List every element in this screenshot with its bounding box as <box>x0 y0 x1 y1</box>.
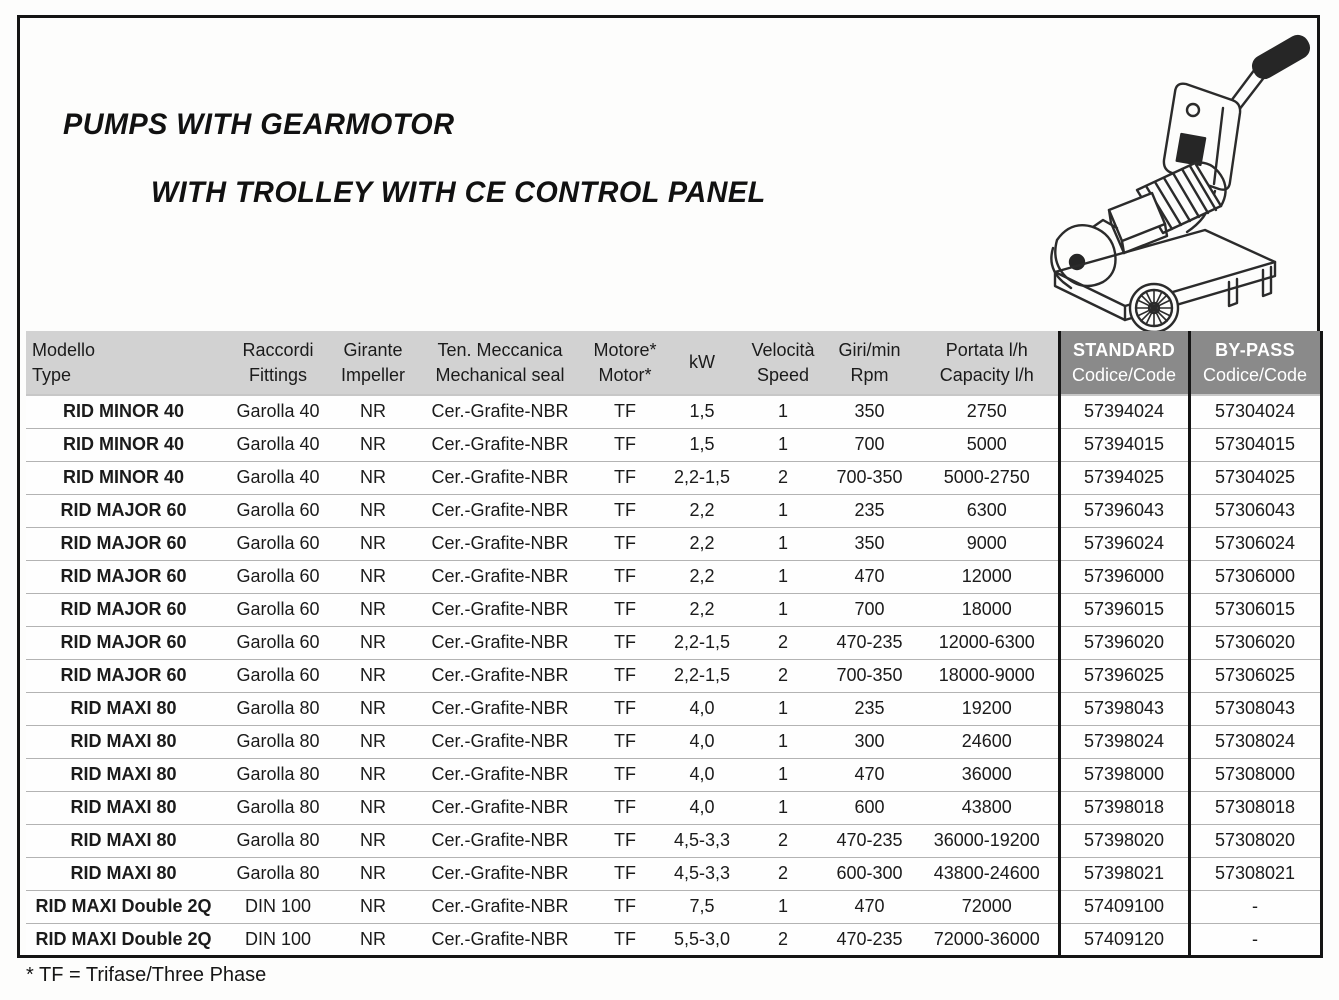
cell-capacity: 72000-36000 <box>933 928 1040 949</box>
cell-motor: TF <box>614 467 636 487</box>
cell-capacity: 19200 <box>961 698 1012 718</box>
cell-capacity: 5000-2750 <box>943 467 1030 487</box>
cell-bypass-code: 57306000 <box>1189 560 1321 593</box>
cell-capacity: 5000 <box>966 434 1007 454</box>
cell-capacity: 6300 <box>966 500 1007 520</box>
cell-fittings: Garolla 60 <box>236 632 320 652</box>
table-row <box>26 494 1321 527</box>
trolley-leg <box>1263 267 1271 296</box>
cell-mechanical-seal: Cer.-Grafite-NBR <box>431 632 569 652</box>
cell-rpm: 235 <box>854 500 885 520</box>
cell-motor: TF <box>614 863 636 883</box>
cell-rpm: 470-235 <box>836 830 903 850</box>
cell-impeller: NR <box>360 797 386 817</box>
cell-fittings: Garolla 80 <box>236 764 320 784</box>
cell-kw: 2,2-1,5 <box>673 467 731 487</box>
cell-bypass-code: 57308020 <box>1189 824 1321 857</box>
table-row <box>26 560 1321 593</box>
cell-bypass-code: 57306020 <box>1189 626 1321 659</box>
cell-bypass-code: 57304024 <box>1189 395 1321 428</box>
cell-speed: 2 <box>777 467 788 487</box>
cell-standard-code: 57398020 <box>1059 824 1189 857</box>
cell-capacity: 9000 <box>966 533 1007 553</box>
cell-standard-code: 57398043 <box>1059 692 1189 725</box>
cell-kw: 2,2-1,5 <box>673 632 731 652</box>
cell-fittings: Garolla 80 <box>236 830 320 850</box>
cell-bypass-code: 57308043 <box>1189 692 1321 725</box>
cell-motor: TF <box>614 434 636 454</box>
column-header-mechanical-seal: Ten. Meccanica Mechanical seal <box>411 331 589 395</box>
column-header-impeller: Girante Impeller <box>335 331 411 395</box>
cell-bypass-code: 57304015 <box>1189 428 1321 461</box>
cell-kw: 4,5-3,3 <box>673 830 731 850</box>
pump-head <box>1051 220 1117 288</box>
table-row <box>26 428 1321 461</box>
cell-bypass-code: 57308018 <box>1189 791 1321 824</box>
cell-speed: 1 <box>777 731 788 751</box>
cell-impeller: NR <box>360 731 386 751</box>
cell-kw: 7,5 <box>689 896 715 916</box>
cell-fittings: Garolla 80 <box>236 797 320 817</box>
cell-model: RID MINOR 40 <box>62 467 185 487</box>
cell-bypass-code: 57306043 <box>1189 494 1321 527</box>
cell-fittings: Garolla 60 <box>236 665 320 685</box>
cell-kw: 2,2 <box>689 500 715 520</box>
cell-mechanical-seal: Cer.-Grafite-NBR <box>431 896 569 916</box>
column-header-speed: Velocità Speed <box>743 331 823 395</box>
page-title: PUMPS WITH GEARMOTOR <box>63 108 455 141</box>
panel-button <box>1187 104 1199 116</box>
cell-standard-code: 57396024 <box>1059 527 1189 560</box>
cell-fittings: Garolla 40 <box>236 434 320 454</box>
cell-speed: 1 <box>777 896 788 916</box>
cell-speed: 2 <box>777 863 788 883</box>
cell-impeller: NR <box>360 533 386 553</box>
cell-rpm: 600 <box>854 797 885 817</box>
cell-model: RID MAJOR 60 <box>60 500 187 520</box>
cell-model: RID MAJOR 60 <box>60 533 187 553</box>
cell-mechanical-seal: Cer.-Grafite-NBR <box>431 401 569 422</box>
cell-capacity: 24600 <box>961 731 1012 751</box>
cell-model: RID MAXI 80 <box>70 863 177 883</box>
cell-rpm: 470 <box>854 566 885 586</box>
cell-kw: 2,2 <box>689 566 715 586</box>
cell-impeller: NR <box>360 599 386 619</box>
cell-model: RID MAXI 80 <box>70 731 177 751</box>
cell-speed: 1 <box>777 500 788 520</box>
cell-capacity: 43800 <box>961 797 1012 817</box>
cell-capacity: 12000-6300 <box>938 632 1035 652</box>
table-row <box>26 725 1321 758</box>
table-header-row <box>26 331 1321 395</box>
cell-model: RID MINOR 40 <box>62 434 185 454</box>
cell-rpm: 235 <box>854 698 885 718</box>
cell-mechanical-seal: Cer.-Grafite-NBR <box>431 797 569 817</box>
table-row <box>26 692 1321 725</box>
cell-model: RID MAXI Double 2Q <box>35 896 212 916</box>
cell-mechanical-seal: Cer.-Grafite-NBR <box>431 500 569 520</box>
cell-model: RID MAJOR 60 <box>60 632 187 652</box>
cell-standard-code: 57398021 <box>1059 857 1189 890</box>
cell-fittings: Garolla 60 <box>236 500 320 520</box>
table-row <box>26 758 1321 791</box>
cell-standard-code: 57398018 <box>1059 791 1189 824</box>
cell-standard-code: 57396015 <box>1059 593 1189 626</box>
cell-motor: TF <box>614 928 636 949</box>
cell-bypass-code: 57308000 <box>1189 758 1321 791</box>
cell-fittings: Garolla 80 <box>236 863 320 883</box>
cell-speed: 1 <box>777 434 788 454</box>
cell-speed: 1 <box>777 797 788 817</box>
cell-model: RID MAJOR 60 <box>60 665 187 685</box>
cell-fittings: DIN 100 <box>244 896 312 916</box>
table-row <box>26 659 1321 692</box>
table-row <box>26 461 1321 494</box>
cell-impeller: NR <box>360 863 386 883</box>
cell-impeller: NR <box>360 566 386 586</box>
cell-bypass-code: 57306015 <box>1189 593 1321 626</box>
cell-impeller: NR <box>360 401 386 422</box>
cell-fittings: Garolla 60 <box>236 599 320 619</box>
handle-grip <box>1250 32 1313 81</box>
cell-kw: 4,0 <box>689 698 715 718</box>
cell-speed: 1 <box>777 533 788 553</box>
cell-mechanical-seal: Cer.-Grafite-NBR <box>431 467 569 487</box>
cell-motor: TF <box>614 533 636 553</box>
table-row <box>26 527 1321 560</box>
cell-speed: 1 <box>777 764 788 784</box>
cell-motor: TF <box>614 797 636 817</box>
cell-mechanical-seal: Cer.-Grafite-NBR <box>431 764 569 784</box>
cell-bypass-code: 57306025 <box>1189 659 1321 692</box>
page-subtitle: WITH TROLLEY WITH CE CONTROL PANEL <box>151 176 766 209</box>
cell-impeller: NR <box>360 896 386 916</box>
cell-impeller: NR <box>360 830 386 850</box>
column-header-model: Modello Type <box>26 331 221 395</box>
column-header-fittings: Raccordi Fittings <box>221 331 335 395</box>
cell-model: RID MAXI Double 2Q <box>35 928 212 949</box>
cell-capacity: 36000-19200 <box>933 830 1040 850</box>
trolley-leg <box>1229 279 1237 306</box>
cell-standard-code: 57398000 <box>1059 758 1189 791</box>
table-row <box>26 395 1321 428</box>
cell-model: RID MINOR 40 <box>62 401 185 422</box>
table-row <box>26 857 1321 890</box>
cell-rpm: 350 <box>854 401 885 422</box>
column-header-kw: kW <box>661 331 743 395</box>
cell-motor: TF <box>614 566 636 586</box>
column-header-bypass-code: BY-PASS Codice/Code <box>1189 331 1321 395</box>
cell-motor: TF <box>614 764 636 784</box>
cell-standard-code: 57394025 <box>1059 461 1189 494</box>
cell-model: RID MAXI 80 <box>70 830 177 850</box>
cell-mechanical-seal: Cer.-Grafite-NBR <box>431 566 569 586</box>
cell-impeller: NR <box>360 434 386 454</box>
cell-motor: TF <box>614 698 636 718</box>
cell-motor: TF <box>614 665 636 685</box>
table-row <box>26 824 1321 857</box>
trolley-wheel <box>1130 284 1178 332</box>
cell-mechanical-seal: Cer.-Grafite-NBR <box>431 928 569 949</box>
cell-mechanical-seal: Cer.-Grafite-NBR <box>431 533 569 553</box>
cell-speed: 1 <box>777 566 788 586</box>
cell-kw: 1,5 <box>689 401 715 422</box>
cell-fittings: Garolla 80 <box>236 731 320 751</box>
cell-rpm: 600-300 <box>836 863 903 883</box>
cell-motor: TF <box>614 896 636 916</box>
footnote: * TF = Trifase/Three Phase <box>26 964 267 986</box>
cell-bypass-code: 57308021 <box>1189 857 1321 890</box>
cell-impeller: NR <box>360 467 386 487</box>
cell-rpm: 470 <box>854 896 885 916</box>
cell-impeller: NR <box>360 500 386 520</box>
cell-capacity: 12000 <box>961 566 1012 586</box>
cell-kw: 4,5-3,3 <box>673 863 731 883</box>
cell-kw: 2,2 <box>689 533 715 553</box>
cell-bypass-code: 57306024 <box>1189 527 1321 560</box>
cell-speed: 1 <box>777 698 788 718</box>
cell-speed: 2 <box>777 665 788 685</box>
cell-fittings: Garolla 40 <box>236 467 320 487</box>
cell-capacity: 18000-9000 <box>938 665 1035 685</box>
cell-speed: 1 <box>777 599 788 619</box>
table-row <box>26 923 1321 956</box>
cell-kw: 5,5-3,0 <box>673 928 731 949</box>
cell-bypass-code: - <box>1189 923 1321 956</box>
cell-standard-code: 57396043 <box>1059 494 1189 527</box>
page-frame <box>17 15 1320 958</box>
cell-model: RID MAXI 80 <box>70 764 177 784</box>
cell-bypass-code: 57304025 <box>1189 461 1321 494</box>
cell-motor: TF <box>614 632 636 652</box>
cell-standard-code: 57398024 <box>1059 725 1189 758</box>
cell-kw: 4,0 <box>689 797 715 817</box>
cell-capacity: 72000 <box>961 896 1012 916</box>
cell-capacity: 2750 <box>966 401 1007 422</box>
cell-mechanical-seal: Cer.-Grafite-NBR <box>431 863 569 883</box>
pump-spec-table <box>26 331 1323 958</box>
cell-kw: 1,5 <box>689 434 715 454</box>
cell-rpm: 700 <box>854 434 885 454</box>
cell-fittings: DIN 100 <box>244 928 312 949</box>
cell-impeller: NR <box>360 928 386 949</box>
column-header-rpm: Giri/min Rpm <box>823 331 916 395</box>
table-row <box>26 593 1321 626</box>
cell-speed: 2 <box>777 928 788 949</box>
cell-rpm: 700-350 <box>836 665 903 685</box>
cell-impeller: NR <box>360 665 386 685</box>
cell-standard-code: 57394024 <box>1059 395 1189 428</box>
cell-model: RID MAJOR 60 <box>60 599 187 619</box>
cell-mechanical-seal: Cer.-Grafite-NBR <box>431 599 569 619</box>
spec-table-body <box>26 395 1321 956</box>
cell-mechanical-seal: Cer.-Grafite-NBR <box>431 830 569 850</box>
table-row <box>26 890 1321 923</box>
cell-mechanical-seal: Cer.-Grafite-NBR <box>431 434 569 454</box>
cell-motor: TF <box>614 500 636 520</box>
cell-rpm: 700 <box>854 599 885 619</box>
cell-standard-code: 57396025 <box>1059 659 1189 692</box>
cell-mechanical-seal: Cer.-Grafite-NBR <box>431 698 569 718</box>
cell-fittings: Garolla 60 <box>236 566 320 586</box>
cell-bypass-code: - <box>1189 890 1321 923</box>
cell-impeller: NR <box>360 764 386 784</box>
cell-rpm: 470 <box>854 764 885 784</box>
cell-standard-code: 57409100 <box>1059 890 1189 923</box>
cell-standard-code: 57396000 <box>1059 560 1189 593</box>
cell-motor: TF <box>614 599 636 619</box>
cell-kw: 2,2-1,5 <box>673 665 731 685</box>
cell-mechanical-seal: Cer.-Grafite-NBR <box>431 731 569 751</box>
cell-rpm: 470-235 <box>836 928 903 949</box>
cell-capacity: 18000 <box>961 599 1012 619</box>
cell-kw: 4,0 <box>689 731 715 751</box>
cell-speed: 2 <box>777 632 788 652</box>
cell-standard-code: 57394015 <box>1059 428 1189 461</box>
column-header-motor: Motore* Motor* <box>589 331 661 395</box>
cell-model: RID MAJOR 60 <box>60 566 187 586</box>
cell-bypass-code: 57308024 <box>1189 725 1321 758</box>
cell-kw: 4,0 <box>689 764 715 784</box>
cell-model: RID MAXI 80 <box>70 698 177 718</box>
cell-rpm: 700-350 <box>836 467 903 487</box>
cell-fittings: Garolla 80 <box>236 698 320 718</box>
cell-rpm: 300 <box>854 731 885 751</box>
column-header-standard-code: STANDARD Codice/Code <box>1059 331 1189 395</box>
cell-capacity: 43800-24600 <box>933 863 1040 883</box>
cell-fittings: Garolla 40 <box>236 401 320 422</box>
pump-trolley-illustration <box>1033 24 1335 336</box>
cell-motor: TF <box>614 401 636 422</box>
cell-speed: 1 <box>777 401 788 422</box>
cell-mechanical-seal: Cer.-Grafite-NBR <box>431 665 569 685</box>
cell-capacity: 36000 <box>961 764 1012 784</box>
cell-standard-code: 57409120 <box>1059 923 1189 956</box>
cell-impeller: NR <box>360 632 386 652</box>
cell-fittings: Garolla 60 <box>236 533 320 553</box>
cell-rpm: 470-235 <box>836 632 903 652</box>
cell-rpm: 350 <box>854 533 885 553</box>
cell-kw: 2,2 <box>689 599 715 619</box>
cell-motor: TF <box>614 731 636 751</box>
cell-motor: TF <box>614 830 636 850</box>
cell-standard-code: 57396020 <box>1059 626 1189 659</box>
table-row <box>26 626 1321 659</box>
cell-model: RID MAXI 80 <box>70 797 177 817</box>
column-header-capacity: Portata l/h Capacity l/h <box>916 331 1059 395</box>
panel-socket <box>1177 134 1205 165</box>
cell-impeller: NR <box>360 698 386 718</box>
table-row <box>26 791 1321 824</box>
cell-speed: 2 <box>777 830 788 850</box>
